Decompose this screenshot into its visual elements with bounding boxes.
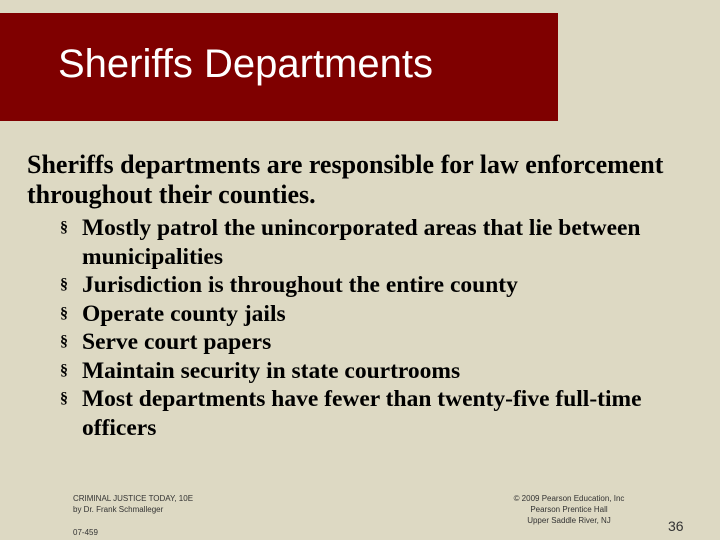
footer-book-info — [73, 493, 193, 515]
bullet-text: Jurisdiction is throughout the entire county — [82, 272, 518, 298]
footer-copyright-line: © 2009 Pearson Education, Inc — [513, 494, 625, 503]
bullet-icon: § — [60, 333, 68, 350]
footer-author: by Dr. Frank Schmalleger — [73, 505, 164, 514]
footer-publisher: Pearson Prentice Hall — [530, 505, 608, 514]
bullet-item — [60, 300, 680, 329]
bullet-text: Serve court papers — [82, 329, 272, 355]
footer-code: 07-459 — [73, 528, 98, 537]
bullet-icon: § — [60, 390, 68, 407]
bullet-text: Most departments have fewer than twenty-five full-time officers — [82, 386, 642, 441]
footer-book-title: CRIMINAL JUSTICE TODAY, 10E — [73, 494, 194, 503]
bullet-item — [60, 271, 680, 300]
bullet-item — [60, 357, 680, 386]
bullet-item — [60, 328, 680, 357]
main-statement: Sheriffs departments are responsible for law enforcement throughout their counties. — [27, 150, 664, 209]
bullet-icon: § — [60, 219, 68, 236]
footer-copyright — [490, 493, 648, 526]
bullet-text: Operate county jails — [82, 300, 286, 327]
bullet-icon: § — [60, 276, 68, 293]
bullet-list — [60, 214, 680, 442]
bullet-item — [60, 214, 680, 271]
bullet-item — [60, 385, 680, 442]
slide-title: Sheriffs Departments — [58, 42, 433, 86]
bullet-text: Mostly patrol the unincorporated areas that lie between municipalities — [82, 215, 641, 270]
page-number: 36 — [668, 518, 684, 534]
footer-location: Upper Saddle River, NJ — [527, 516, 611, 525]
bullet-text: Maintain security in state courtrooms — [82, 357, 461, 384]
bullet-icon: § — [60, 304, 68, 322]
bullet-icon: § — [60, 361, 68, 379]
